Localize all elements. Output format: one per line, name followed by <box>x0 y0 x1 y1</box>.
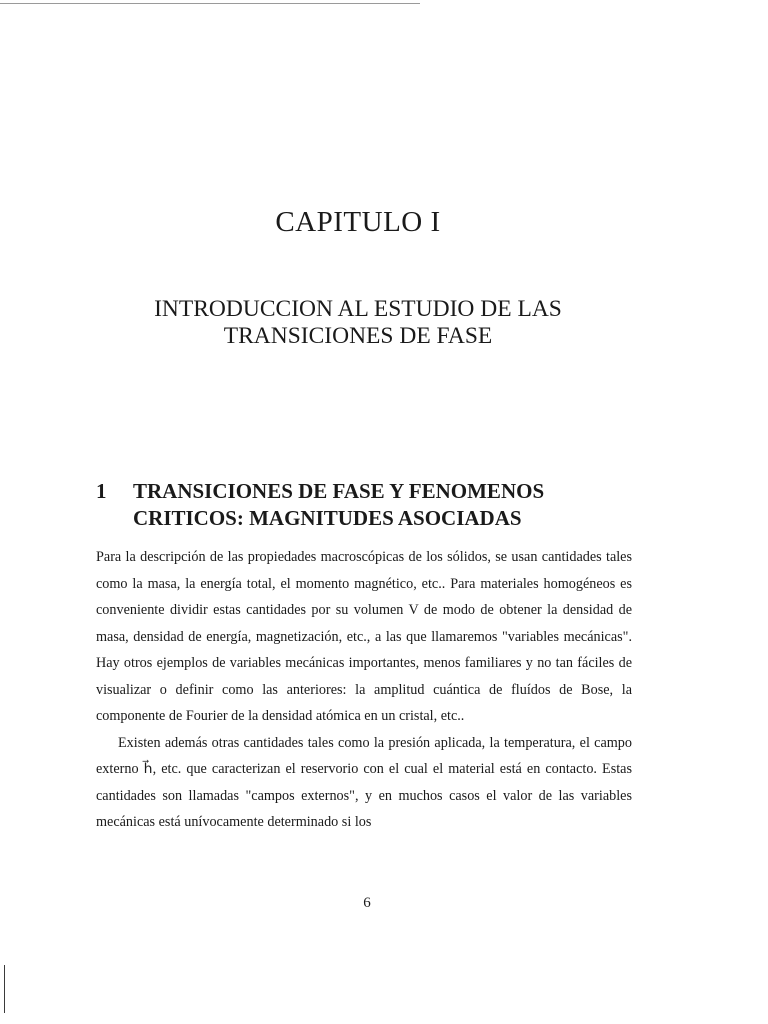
body-text <box>96 544 632 836</box>
chapter-title-line: TRANSICIONES DE FASE <box>223 323 493 349</box>
section-title-line: CRITICOS: MAGNITUDES ASOCIADAS <box>133 506 522 530</box>
section-title <box>133 478 678 532</box>
chapter-title <box>0 296 716 350</box>
paragraph: Existen además otras cantidades tales como la presión aplicada, la temperatura, el campo externo h⃗, etc. que caracterizan el reservorio con el cual el material está en contacto. Estas cantidades son llamadas "campos externos", y en muchos casos el valor de las variables mecánicas está unívocamente determinado si los <box>96 734 632 830</box>
scan-edge-mark <box>4 965 5 1013</box>
section-number: 1 <box>96 479 107 503</box>
page-number: 6 <box>363 895 371 911</box>
section-title-line: TRANSICIONES DE FASE Y FENOMENOS <box>133 479 545 503</box>
top-rule <box>0 3 420 4</box>
paragraph: Para la descripción de las propiedades macroscópicas de los sólidos, se usan cantidades tales como la masa, la energía total, el momento magnético, etc.. Para materiales homogéneos es conveniente dividir estas cantidades por su volumen V de modo de obtener la densidad de masa, densidad de energía, magnetización, etc., a las que llamaremos "variables mecánicas". Hay otros ejemplos de variables mecánicas importantes, menos familiares y no tan fáciles de visualizar o definir como las anteriores: la amplitud cuántica de fluídos de Bose, la componente de Fourier de la densidad atómica en un cristal, etc.. <box>96 549 632 724</box>
chapter-heading: CAPITULO I <box>275 206 441 238</box>
chapter-title-line: INTRODUCCION AL ESTUDIO DE LAS <box>154 296 562 322</box>
